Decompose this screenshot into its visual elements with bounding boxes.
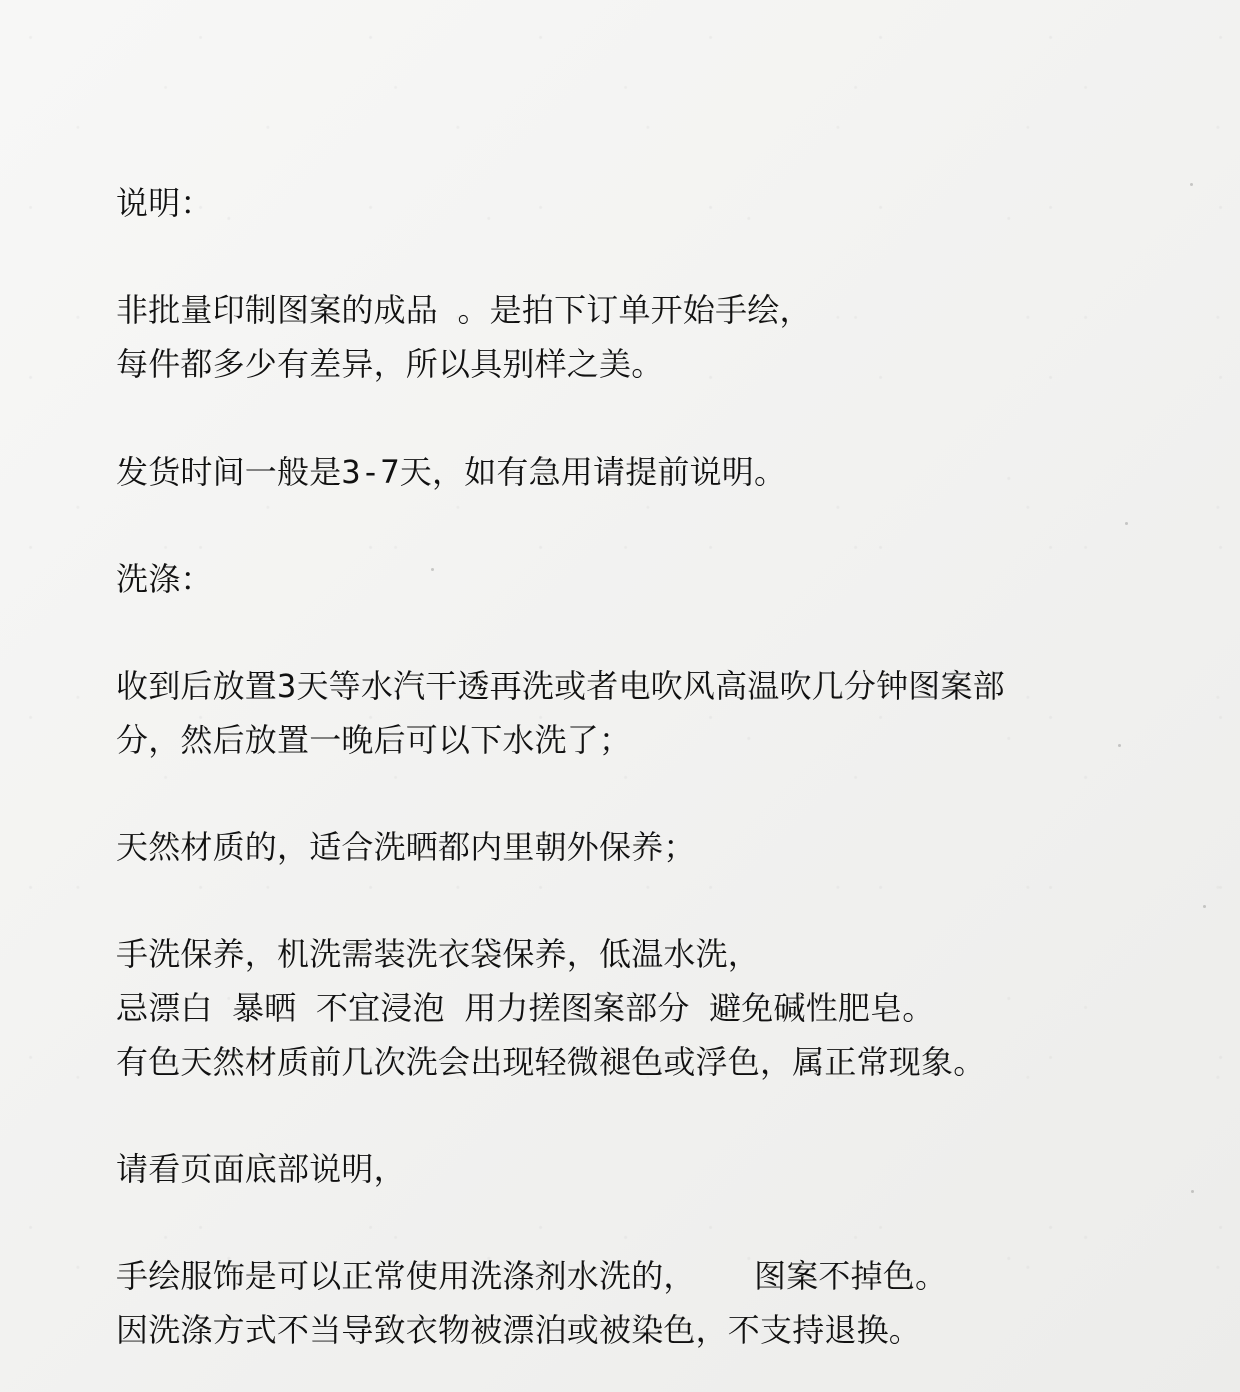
heading-description: 说明： xyxy=(116,184,213,222)
bottom-note-paragraph: 请看页面底部说明， xyxy=(116,1150,406,1188)
washing-paragraph-1-line-2: 分，然后放置一晚后可以下水洗了； xyxy=(116,721,632,759)
care-instructions-document xyxy=(116,176,1126,1357)
description-paragraph-1-line-2: 每件都多少有差异，所以具别样之美。 xyxy=(116,345,664,383)
detergent-paragraph-line-1: 手绘服饰是可以正常使用洗涤剂水洗的， 图案不掉色。 xyxy=(116,1257,948,1295)
washing-paragraph-1-line-1: 收到后放置3天等水汽干透再洗或者电吹风高温吹几分钟图案部 xyxy=(116,667,1005,705)
washing-method-line-1: 手洗保养，机洗需装洗衣袋保养，低温水洗， xyxy=(116,935,761,973)
heading-washing: 洗涤： xyxy=(116,560,213,598)
detergent-paragraph-line-2: 因洗涤方式不当导致衣物被漂泊或被染色，不支持退换。 xyxy=(116,1311,922,1349)
description-paragraph-1-line-1: 非批量印制图案的成品 。是拍下订单开始手绘， xyxy=(116,291,812,329)
paper-speck xyxy=(1190,183,1193,186)
washing-method-line-2: 忌漂白 暴晒 不宜浸泡 用力搓图案部分 避免碱性肥皂。 xyxy=(116,989,935,1027)
paper-speck xyxy=(1203,905,1206,908)
washing-method-line-3: 有色天然材质前几次洗会出现轻微褪色或浮色，属正常现象。 xyxy=(116,1043,986,1081)
shipping-time-paragraph: 发货时间一般是3-7天，如有急用请提前说明。 xyxy=(116,453,787,491)
paper-speck xyxy=(1191,1190,1194,1193)
natural-material-paragraph: 天然材质的，适合洗晒都内里朝外保养； xyxy=(116,828,696,866)
